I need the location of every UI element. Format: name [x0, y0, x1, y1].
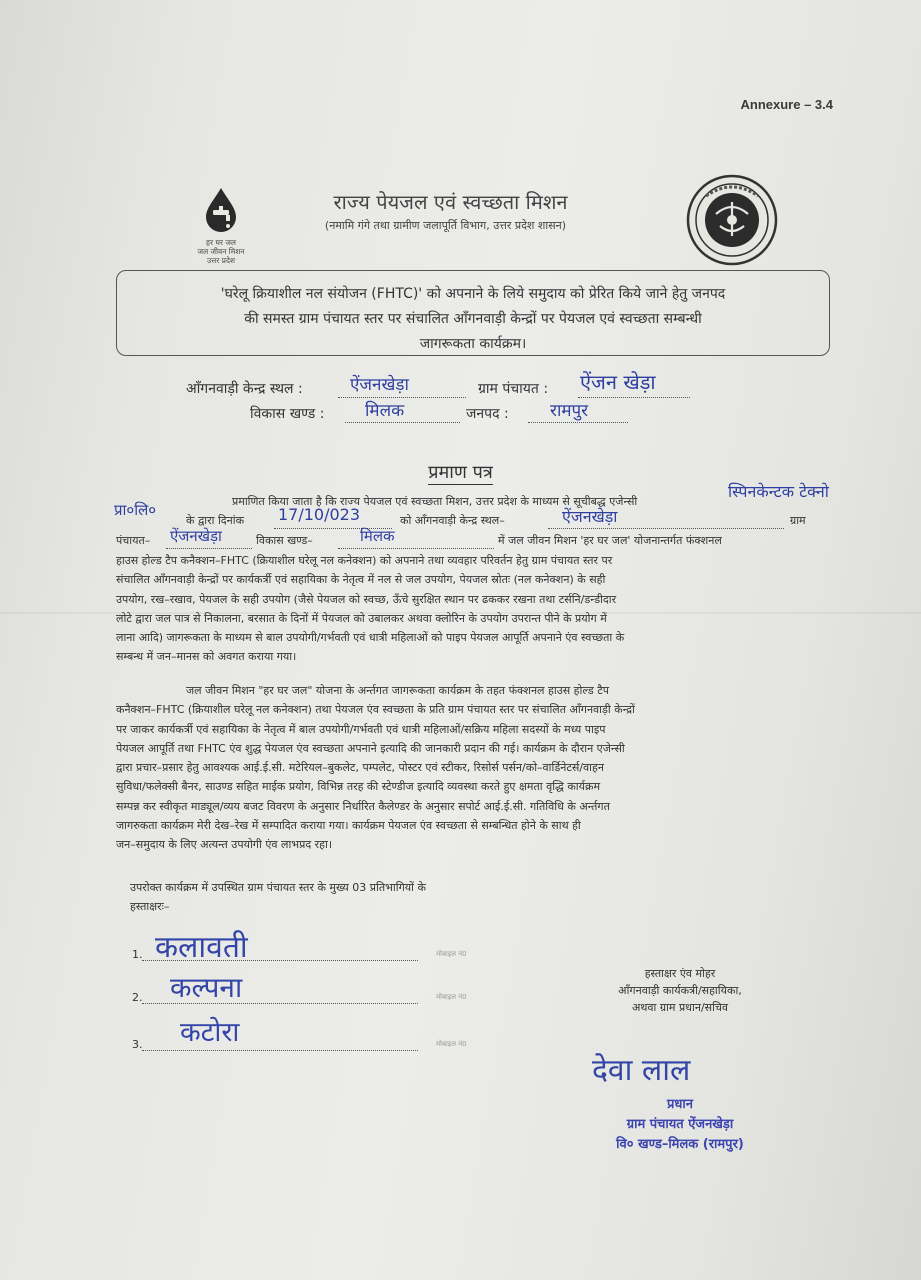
janpad-dotted-line: [528, 422, 628, 423]
cert-line-2a: के द्वारा दिनांक: [186, 514, 245, 527]
participant-2-signature: कल्पना: [170, 971, 243, 1004]
vikas-khand-label: विकास खण्ड :: [250, 406, 325, 422]
gram-panchayat-label: ग्राम पंचायत :: [478, 381, 549, 397]
signatory-line-2: आँगनवाड़ी कार्यकत्री/सहायिका,: [618, 984, 742, 997]
participant-1-number: 1.: [132, 948, 143, 961]
participants-intro-line-1: उपरोक्त कार्यक्रम में उपस्थित ग्राम पंचायत स्तर के मुख्य 03 प्रतिभागियों के: [130, 881, 426, 894]
participant-3-mobile-label: मोबाइल नं0: [436, 1040, 467, 1048]
pradhan-signature: देवा लाल: [592, 1053, 691, 1088]
cert-line-8: लाना आदि) जागरूकता के माध्यम से बाल उपयोगी/गर्भवती एवं धात्री महिलाओं को पाइप पेयजल आपूर्ति अपनाने एंव स्वच्छता के: [116, 631, 625, 645]
block-dotted-line: [338, 548, 494, 549]
signatory-line-1: हस्ताक्षर एंव मोहर: [644, 967, 716, 980]
agency-name-handwritten: स्पिनकेन्टक टेक्नो: [728, 482, 829, 501]
cert-line-3a: पंचायत–: [116, 534, 151, 547]
participants-intro-line-2: हस्ताक्षरः–: [130, 900, 170, 914]
cert-line-3b: विकास खण्ड–: [256, 534, 313, 547]
gp-dotted-line: [166, 548, 252, 549]
cert-line-7: लोटे द्वारा जल पात्र से निकालना, बरसात के दिनों में पेयजल को उबालकर अथवा क्लोरिन के उपयोग उपरान्त पीने के प्रयोग में: [116, 611, 607, 625]
site-dotted-line: [548, 528, 784, 529]
stamp-line-1: प्रधान: [667, 1097, 693, 1112]
program-topic-box: [116, 270, 830, 356]
cert-line-9: सम्बन्ध में जन–मानस को अवगत कराया गया।: [116, 650, 297, 664]
cert-line-2b: को आँगनवाड़ी केन्द्र स्थल–: [400, 514, 505, 527]
pradhan-stamp: [580, 1095, 780, 1155]
anganwadi-value: ऐंजनखेड़ा: [350, 375, 409, 395]
cert-line-6: उपयोग, रख–रखाव, पेयजल के सही उपयोग (जैसे पेयजल को स्वच्छ, ऊँचे सुरक्षित स्थान पर ढककर रखना तथा टर्सनि/डन्डीदार: [116, 592, 617, 606]
topic-line-1: 'घरेलू क्रियाशील नल संयोजन (FHTC)' को अपनाने के लिये समुदाय को प्रेरित किये जाने हेतु जनपद: [220, 286, 726, 302]
cert-line-4: हाउस होल्ड टैप कनैक्शन–FHTC (क्रियाशील घरेलू नल कनेक्शन) को अपनाने तथा व्यवहार परिवर्तन हेतु ग्राम पंचायत स्तर पर: [116, 554, 613, 567]
logo-label-2: जल जीवन मिशन: [197, 247, 245, 256]
cert-line-1: प्रमाणित किया जाता है कि राज्य पेयजल एवं स्वच्छता मिशन, उत्तर प्रदेश के माध्यम से सूचीबद्ध एजेन्सी: [232, 495, 638, 508]
annexure-label: Annexure – 3.4: [740, 97, 833, 112]
agency-suffix-handwritten: प्रा०लि०: [114, 501, 157, 519]
para2-line-2: कनैक्शन–FHTC (क्रियाशील घरेलू नल कनेक्शन) तथा पेयजल एंव स्वच्छता के प्रति ग्राम पंचायत स्तर पर संचालित आँगनवाड़ी केन्द्रों: [116, 703, 635, 717]
topic-line-2: की समस्त ग्राम पंचायत स्तर पर संचालित आँगनवाड़ी केन्द्रों पर पेयजल एवं स्वच्छता सम्बन्धी: [244, 311, 702, 327]
para2-line-4: पेयजल आपूर्ति तथा FHTC एंव शुद्ध पेयजल एंव स्वच्छता अपनाने इत्यादि की जानकारी प्रदान की गई। कार्यक्रम के दौरान एजेन्सी: [116, 741, 625, 755]
signatory-block: [560, 965, 800, 1016]
para2-line-9: जन–समुदाय के लिए अत्यन्त उपयोगी एंव लाभप्रद रहा।: [116, 838, 333, 852]
certificate-paragraph-2: [116, 681, 830, 855]
vikas-khand-dotted-line: [345, 422, 460, 423]
participant-2-mobile-label: मोबाइल नं0: [436, 993, 467, 1001]
gram-panchayat-value: ऐंजन खेड़ा: [580, 370, 656, 394]
gram-panchayat-dotted-line: [578, 397, 690, 398]
logo-label-3: उत्तर प्रदेश: [206, 256, 236, 265]
participant-3-signature: कटोरा: [180, 1017, 240, 1048]
participants-intro: [130, 878, 844, 917]
participant-1-mobile-label: मोबाइल नं0: [436, 950, 467, 958]
date-handwritten: 17/10/023: [278, 505, 361, 524]
mission-title: राज्य पेयजल एवं स्वच्छता मिशन: [333, 190, 568, 214]
para2-line-3: पर जाकर कार्यकर्त्री एवं सहायिका के नेतृत्व में बाल उपयोगी/गर्भवती एवं धात्री महिलाओं/सक्रिय महिला सदस्यों के मध्य पाइप: [116, 722, 606, 736]
certificate-title: प्रमाण पत्र: [428, 462, 493, 483]
participant-1-signature: कलावती: [155, 930, 248, 965]
cert-line-2c: ग्राम: [790, 514, 806, 527]
janpad-value: रामपुर: [550, 401, 589, 421]
gp-handwritten: ऐंजनखेड़ा: [170, 527, 222, 545]
para2-line-7: सम्पन्न कर स्वीकृत माड्यूल/व्यय बजट विवरण के अनुसार निर्धारित कैलेण्डर के अनुसार सपोर्ट आई.ई.सी. गतिविधि के अर्न्तगत: [116, 799, 610, 813]
para2-line-8: जागरुकता कार्यक्रम मेरी देख–रेख में सम्पादित कराया गया। कार्यक्रम पेयजल एंव स्वच्छता से सम्बन्धित होने के साथ ही: [116, 819, 581, 833]
cert-line-5: संचालित आँगनवाड़ी केन्द्रों पर कार्यकर्त्री एवं सहायिका के नेतृत्व में नल से जल उपयोग, पेयजल स्रोतः (नल कनेक्शन) के सही: [116, 573, 606, 587]
signatory-line-3: अथवा ग्राम प्रधान/सचिव: [631, 1001, 729, 1014]
stamp-line-2: ग्राम पंचायत ऐंजनखेड़ा: [626, 1117, 734, 1132]
para2-line-5: द्वारा प्रचार–प्रसार हेतु आवश्यक आई.ई.सी. मटेरियल–बुकलेट, पम्पलेट, पोस्टर एवं स्टीकर, रिसोर्स पर्सन/को–वार्डिनेटर्स/वाहन: [116, 761, 604, 775]
anganwadi-label: आँगनवाड़ी केन्द्र स्थल :: [186, 381, 303, 397]
para2-line-1: जल जीवन मिशन "हर घर जल" योजना के अर्न्तगत जागरूकता कार्यक्रम के तहत फंक्शनल हाउस होल्ड टैप: [186, 684, 610, 697]
janpad-label: जनपद :: [466, 406, 509, 422]
site-handwritten: ऐंजनखेड़ा: [562, 507, 618, 526]
stamp-line-3: वि० खण्ड–मिलक (रामपुर): [616, 1137, 744, 1152]
participant-3-line: [142, 1050, 418, 1051]
cert-line-3c: में जल जीवन मिशन 'हर घर जल' योजनान्तर्गत फंक्शनल: [498, 534, 722, 547]
vikas-khand-value: मिलक: [365, 401, 405, 421]
topic-line-3: जागरूकता कार्यक्रम।: [419, 336, 527, 352]
participant-3-number: 3.: [132, 1038, 143, 1051]
block-handwritten: मिलक: [360, 527, 395, 545]
certificate-paragraph-1-cont: [116, 551, 830, 667]
logo-label-1: हर घर जल: [206, 238, 236, 247]
mission-subtitle: (नमामि गंगे तथा ग्रामीण जलापूर्ति विभाग, उत्तर प्रदेश शासन): [324, 219, 567, 232]
para2-line-6: सुविधा/फलेक्सी बैनर, साउण्ड सहित माईक प्रयोग, विभिन्न तरह की स्टेण्डीज इत्यादि व्यवस्था करते हुए क्षमता वृद्धि कार्यक्रम: [116, 780, 601, 794]
participant-2-number: 2.: [132, 991, 143, 1004]
